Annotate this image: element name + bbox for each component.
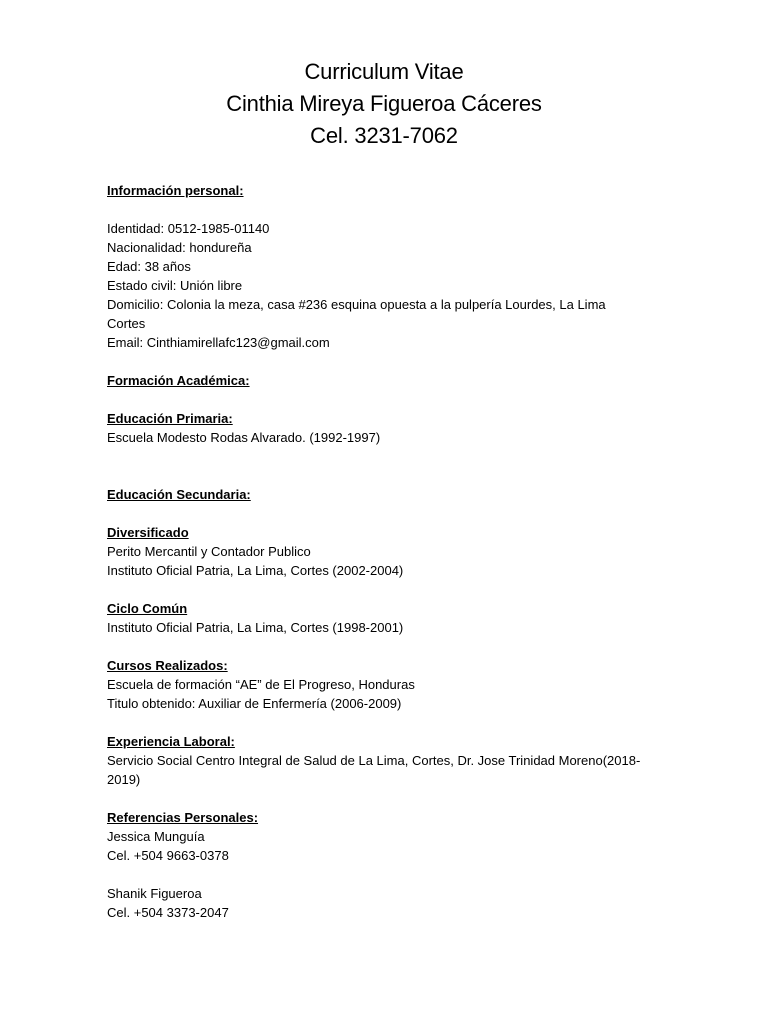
spacer	[107, 390, 667, 409]
spacer	[107, 637, 667, 656]
reference-2-name: Shanik Figueroa	[107, 886, 202, 901]
academic-heading: Formación Académica:	[107, 373, 250, 388]
courses-school-line: Escuela de formación “AE” de El Progreso, Honduras	[107, 677, 415, 692]
references-heading: Referencias Personales:	[107, 810, 259, 825]
work-experience-line-2: 2019)	[107, 772, 141, 787]
primary-school-line: Escuela Modesto Rodas Alvarado. (1992-1997)	[107, 430, 381, 445]
spacer	[107, 580, 667, 599]
nationality-line: Nacionalidad: hondureña	[107, 240, 252, 255]
secondary-education-heading: Educación Secundaria:	[107, 487, 251, 502]
ciclo-comun-heading: Ciclo Común	[107, 601, 188, 616]
spacer	[107, 466, 667, 485]
spacer	[107, 352, 667, 371]
reference-1-name: Jessica Munguía	[107, 829, 205, 844]
cv-header	[0, 56, 768, 152]
spacer	[107, 789, 667, 808]
spacer	[107, 504, 667, 523]
cv-body	[107, 181, 667, 922]
spacer	[107, 865, 667, 884]
diversificado-title-line: Perito Mercantil y Contador Publico	[107, 544, 311, 559]
courses-title-line: Titulo obtenido: Auxiliar de Enfermería (2006-2009)	[107, 696, 402, 711]
age-line: Edad: 38 años	[107, 259, 191, 274]
diversificado-heading: Diversificado	[107, 525, 189, 540]
address-line-1: Domicilio: Colonia la meza, casa #236 esquina opuesta a la pulpería Lourdes, La Lima	[107, 297, 606, 312]
civil-status-line: Estado civil: Unión libre	[107, 278, 243, 293]
work-experience-line-1: Servicio Social Centro Integral de Salud de La Lima, Cortes, Dr. Jose Trinidad Moreno(2018-	[107, 753, 641, 768]
candidate-name: Cinthia Mireya Figueroa Cáceres	[226, 91, 542, 116]
courses-heading: Cursos Realizados:	[107, 658, 228, 673]
reference-2-phone: Cel. +504 3373-2047	[107, 905, 229, 920]
email-line: Email: Cinthiamirellafc123@gmail.com	[107, 335, 330, 350]
diversificado-school-line: Instituto Oficial Patria, La Lima, Cortes (2002-2004)	[107, 563, 404, 578]
spacer	[107, 200, 667, 219]
candidate-phone: Cel. 3231-7062	[310, 123, 458, 148]
address-line-2: Cortes	[107, 316, 146, 331]
primary-education-heading: Educación Primaria:	[107, 411, 233, 426]
document-title: Curriculum Vitae	[304, 59, 464, 84]
ciclo-comun-school-line: Instituto Oficial Patria, La Lima, Cortes (1998-2001)	[107, 620, 404, 635]
identity-line: Identidad: 0512-1985-01140	[107, 221, 270, 236]
spacer	[107, 713, 667, 732]
reference-1-phone: Cel. +504 9663-0378	[107, 848, 229, 863]
work-experience-heading: Experiencia Laboral:	[107, 734, 235, 749]
personal-info-heading: Información personal:	[107, 183, 244, 198]
spacer	[107, 447, 667, 466]
